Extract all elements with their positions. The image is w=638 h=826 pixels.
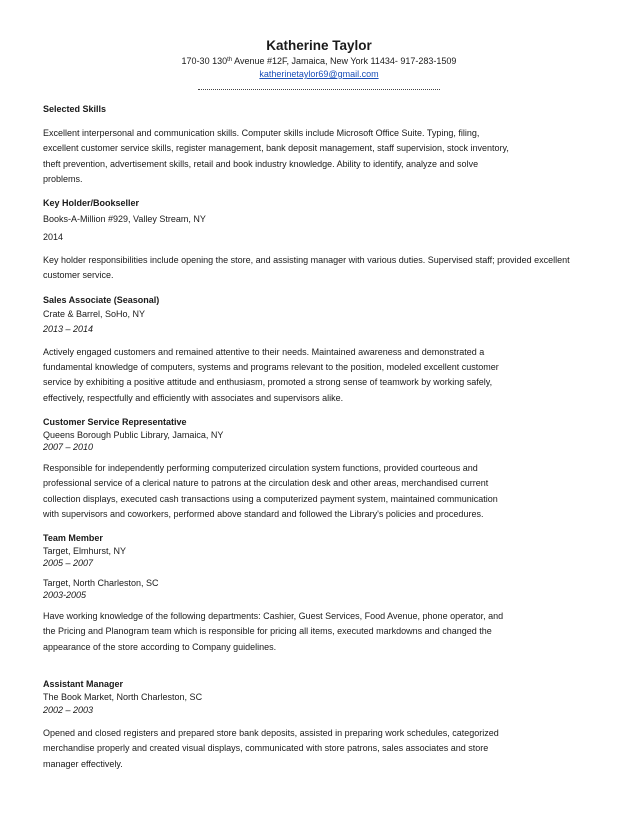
- job-employer: Target, Elmhurst, NY: [43, 546, 127, 557]
- paragraph-line: collection displays, executed cash transactions using a computerized payment system, maintained communication: [43, 493, 498, 504]
- paragraph-line: Have working knowledge of the following departments: Cashier, Guest Services, Food Avenue, phone operator, and: [43, 611, 504, 622]
- paragraph-line: with supervisors and coworkers, performed above standard and followed the Library's policies and procedures.: [43, 508, 484, 519]
- paragraph-line: theft prevention, advertisement skills, retail and book industry knowledge. Ability to identify, analyze and solve: [43, 158, 479, 169]
- job-employer: The Book Market, North Charleston, SC: [43, 692, 203, 703]
- job-dates: 2007 – 2010: [43, 441, 94, 452]
- address-street-number: 170-30 130: [181, 56, 228, 66]
- contact-address: [0, 55, 638, 68]
- job-dates: 2014: [43, 232, 64, 243]
- job-dates-secondary: 2003-2005: [43, 590, 87, 601]
- paragraph-line: merchandise properly and created visual displays, communicated with store patrons, sales associates and store: [43, 743, 489, 754]
- paragraph-line: appearance of the store according to Company guidelines.: [43, 641, 277, 652]
- paragraph-line: service by exhibiting a positive attitude and enthusiasm, promoted a strong sense of teamwork by working safely,: [43, 377, 493, 388]
- paragraph-line: Opened and closed registers and prepared store bank deposits, assisted in preparing work schedules, categorized: [43, 728, 499, 739]
- candidate-name: Katherine Taylor: [266, 38, 372, 53]
- paragraph-line: Key holder responsibilities include opening the store, and assisting manager with various duties. Supervised staff; provided excellent: [43, 255, 570, 266]
- job-title: Customer Service Representative: [43, 416, 187, 427]
- job-dates: 2013 – 2014: [43, 323, 94, 334]
- job-description: [43, 609, 603, 655]
- job-description: [43, 345, 603, 406]
- paragraph-line: problems.: [43, 173, 83, 184]
- job-description: [43, 726, 603, 772]
- job-title: Team Member: [43, 533, 103, 544]
- paragraph-line: excellent customer service skills, register management, bank deposit management, staff supervision, stock inventory,: [43, 143, 509, 154]
- email-link[interactable]: katherinetaylor69@gmail.com: [259, 69, 379, 79]
- paragraph-line: professional service of a clerical nature to patrons at the circulation desk and other areas, merchandised current: [43, 478, 489, 489]
- paragraph-line: the Pricing and Planogram team which is responsible for pricing all items, executed markdowns and changed the: [43, 626, 492, 637]
- skills-paragraph: [43, 126, 603, 187]
- paragraph-line: Excellent interpersonal and communication skills. Computer skills include Microsoft Office Suite. Typing, filing,: [43, 128, 480, 138]
- resume-body: [43, 103, 603, 772]
- job-title: Sales Associate (Seasonal): [43, 294, 160, 305]
- job-title: Key Holder/Bookseller: [43, 198, 140, 209]
- job-employer: Crate & Barrel, SoHo, NY: [43, 308, 146, 319]
- paragraph-line: fundamental knowledge of computers, systems and programs relevant to the position, modeled excellent customer: [43, 362, 499, 373]
- paragraph-line: Responsible for independently performing computerized circulation system functions, provided courteous and: [43, 462, 478, 473]
- job-employer: Books-A-Million #929, Valley Stream, NY: [43, 214, 206, 225]
- address-remainder: Avenue #12F, Jamaica, New York 11434- 917-283-1509: [232, 56, 457, 66]
- job-title: Assistant Manager: [43, 679, 124, 690]
- job-description: [43, 253, 603, 284]
- paragraph-line: customer service.: [43, 270, 114, 281]
- paragraph-line: Actively engaged customers and remained attentive to their needs. Maintained awareness and demonstrated a: [43, 346, 485, 357]
- resume-header: [0, 38, 638, 80]
- job-dates: 2002 – 2003: [43, 705, 94, 716]
- address-ordinal-suffix: th: [227, 57, 233, 63]
- job-employer-secondary: Target, North Charleston, SC: [43, 578, 159, 589]
- paragraph-line: effectively, respectfully and efficiently with associates and supervisors alike.: [43, 392, 344, 403]
- header-divider: [198, 89, 440, 90]
- job-dates: 2005 – 2007: [43, 558, 94, 569]
- paragraph-line: manager effectively.: [43, 758, 123, 769]
- job-employer: Queens Borough Public Library, Jamaica, NY: [43, 429, 224, 440]
- skills-heading: Selected Skills: [43, 104, 107, 114]
- job-description: [43, 461, 603, 522]
